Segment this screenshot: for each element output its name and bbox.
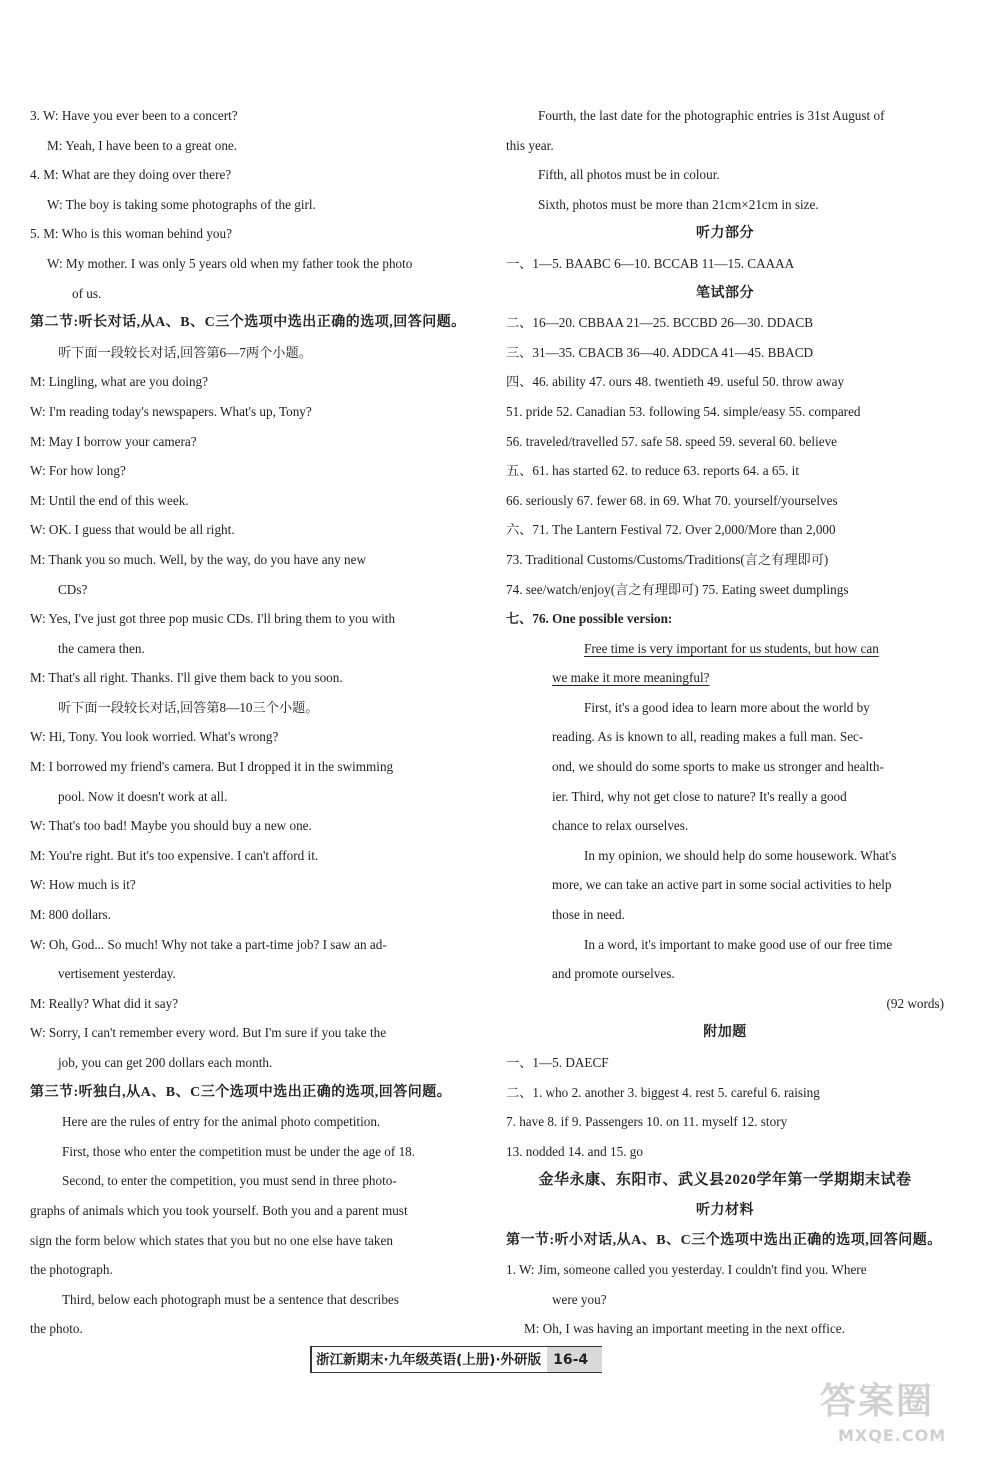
text-line-content: 一、1—5. DAECF — [506, 1055, 609, 1070]
text-line — [506, 811, 944, 841]
text-line-content: 5. M: Who is this woman behind you? — [30, 226, 232, 242]
text-line — [30, 338, 472, 368]
text-line-content: 听力部分 — [696, 226, 754, 242]
text-line-content: In a word, it's important to make good use of our free time — [584, 936, 893, 952]
text-line-content: 66. seriously 67. fewer 68. in 69. What 70. yourself/yourselves — [506, 492, 838, 508]
text-line-content: (92 words) — [886, 995, 944, 1011]
text-line — [30, 249, 472, 279]
text-line-content: W: That's too bad! Maybe you should buy a new one. — [30, 818, 312, 834]
text-line — [506, 1255, 944, 1285]
text-line-content: M: Really? What did it say? — [30, 995, 179, 1011]
text-line-content: Second, to enter the competition, you must send in three photo- — [62, 1173, 397, 1189]
text-line — [30, 900, 472, 930]
text-line-content: M: I borrowed my friend's camera. But I dropped it in the swimming — [30, 759, 394, 775]
text-line-content: 听下面一段较长对话,回答第6—7两个小题。 — [58, 344, 312, 360]
text-line-content: 听下面一段较长对话,回答第8—10三个小题。 — [58, 699, 319, 715]
text-line — [506, 1314, 944, 1344]
text-line-content: 听力材料 — [696, 1202, 754, 1218]
text-line — [506, 308, 944, 338]
text-line-content: 第三节:听独白,从A、B、C三个选项中选出正确的选项,回答问题。 — [30, 1084, 452, 1100]
text-line-content: W: Yes, I've just got three pop music CDs. I'll bring them to you with — [30, 611, 396, 627]
text-line — [506, 722, 944, 752]
text-line — [506, 1166, 944, 1196]
text-line — [30, 308, 472, 338]
text-line — [30, 101, 472, 131]
text-line — [506, 101, 944, 131]
watermark-url: MXQE.COM — [838, 1426, 947, 1445]
footer-book-title: 浙江新期末·九年级英语(上册)·外研版 — [310, 1346, 547, 1372]
text-line-content: the camera then. — [58, 640, 145, 656]
text-line-content: of us. — [72, 285, 102, 301]
text-line — [506, 545, 944, 575]
text-line-content: job, you can get 200 dollars each month. — [58, 1055, 273, 1070]
text-line — [30, 752, 472, 782]
text-line-content: 三、31—35. CBACB 36—40. ADDCA 41—45. BBACD — [506, 344, 814, 360]
text-line — [506, 456, 944, 486]
text-line-content: 第二节:听长对话,从A、B、C三个选项中选出正确的选项,回答问题。 — [30, 315, 466, 331]
text-line — [506, 841, 944, 871]
text-line-content: M: Thank you so much. Well, by the way, do you have any new — [30, 551, 367, 567]
text-line-content: W: Hi, Tony. You look worried. What's wrong? — [30, 729, 279, 745]
text-line — [30, 959, 472, 989]
text-line — [30, 870, 472, 900]
text-line-content: graphs of animals which you took yourself. Both you and a parent must — [30, 1202, 408, 1218]
text-line-content: W: Oh, God... So much! Why not take a part-time job? I saw an ad- — [30, 936, 387, 952]
text-line — [30, 160, 472, 190]
text-line — [30, 1226, 472, 1256]
text-line — [30, 782, 472, 812]
text-line-content: Sixth, photos must be more than 21cm×21cm in size. — [538, 196, 819, 212]
text-line-content: In my opinion, we should help do some housework. What's — [584, 847, 897, 863]
text-line-content: M: That's all right. Thanks. I'll give them back to you soon. — [30, 670, 343, 686]
text-line-content: the photograph. — [30, 1262, 113, 1278]
text-line-content: the photo. — [30, 1321, 83, 1337]
text-line-content: reading. As is known to all, reading makes a full man. Sec- — [552, 729, 864, 745]
text-line-content: 四、46. ability 47. ours 48. twentieth 49. useful 50. throw away — [506, 374, 845, 390]
text-line — [506, 1078, 944, 1108]
text-line — [506, 397, 944, 427]
text-line-content: 六、71. The Lantern Festival 72. Over 2,000/More than 2,000 — [506, 522, 836, 538]
text-line-content: M: You're right. But it's too expensive. I can't afford it. — [30, 847, 319, 863]
text-line-content: M: Lingling, what are you doing? — [30, 374, 208, 390]
text-line-content: First, those who enter the competition must be under the age of 18. — [62, 1143, 416, 1159]
text-line — [30, 1196, 472, 1226]
text-line — [506, 1285, 944, 1315]
text-line-content: more, we can take an active part in some social activities to help — [552, 877, 892, 893]
text-line-content: were you? — [552, 1291, 607, 1307]
text-line-content: 51. pride 52. Canadian 53. following 54. simple/easy 55. compared — [506, 403, 861, 419]
text-line — [506, 190, 944, 220]
text-line — [506, 279, 944, 309]
text-line-content: chance to relax ourselves. — [552, 818, 689, 834]
text-line-content: First, it's a good idea to learn more about the world by — [584, 699, 870, 715]
text-line-content: and promote ourselves. — [552, 966, 675, 982]
text-line-content: 73. Traditional Customs/Customs/Traditions(言之有理即可) — [506, 551, 829, 567]
text-line — [30, 663, 472, 693]
text-line — [506, 131, 944, 161]
text-line — [30, 456, 472, 486]
text-line-content: 74. see/watch/enjoy(言之有理即可) 75. Eating sweet dumplings — [506, 581, 849, 597]
text-line-content: 二、1. who 2. another 3. biggest 4. rest 5. careful 6. raising — [506, 1084, 820, 1100]
text-line-content: Fourth, the last date for the photographic entries is 31st August of — [538, 108, 885, 123]
text-line — [30, 367, 472, 397]
text-line-content: 7. have 8. if 9. Passengers 10. on 11. myself 12. story — [506, 1114, 788, 1130]
text-line — [30, 515, 472, 545]
text-line — [30, 693, 472, 723]
text-line — [30, 634, 472, 664]
text-line — [30, 1166, 472, 1196]
text-line-content: those in need. — [552, 907, 625, 923]
text-line — [506, 989, 944, 1019]
text-line — [506, 338, 944, 368]
watermark-logo: 答案圈 — [820, 1381, 935, 1422]
text-line-content: Here are the rules of entry for the animal photo competition. — [62, 1114, 381, 1130]
text-line — [30, 811, 472, 841]
left-column — [30, 101, 472, 1344]
text-line-content: M: 800 dollars. — [30, 907, 111, 923]
text-line — [506, 1196, 944, 1226]
text-line-content: 1. W: Jim, someone called you yesterday. I couldn't find you. Where — [506, 1262, 867, 1278]
text-line-content: M: Until the end of this week. — [30, 492, 189, 508]
text-line-content: Fifth, all photos must be in colour. — [538, 167, 720, 183]
text-line — [30, 397, 472, 427]
text-line — [30, 427, 472, 457]
text-line — [30, 279, 472, 309]
text-line-content: CDs? — [58, 581, 88, 597]
text-line — [506, 604, 944, 634]
text-line — [506, 1018, 944, 1048]
text-line — [30, 545, 472, 575]
text-line — [506, 486, 944, 516]
text-line — [30, 1078, 472, 1108]
text-line-content: M: Yeah, I have been to a great one. — [47, 137, 238, 153]
text-line — [30, 190, 472, 220]
text-line — [30, 989, 472, 1019]
text-line — [30, 1048, 472, 1078]
text-line — [30, 930, 472, 960]
text-line — [30, 722, 472, 752]
text-line — [30, 1314, 472, 1344]
text-line-content: W: OK. I guess that would be all right. — [30, 522, 235, 538]
text-line — [506, 249, 944, 279]
text-line-content: 七、76. One possible version: — [506, 611, 673, 627]
text-line-content: pool. Now it doesn't work at all. — [58, 788, 228, 804]
text-line — [30, 1285, 472, 1315]
text-line — [506, 870, 944, 900]
text-line-content: Free time is very important for us students, but how can — [584, 640, 879, 656]
text-line — [506, 1107, 944, 1137]
text-line-content: 13. nodded 14. and 15. go — [506, 1143, 643, 1159]
right-column — [506, 101, 944, 1344]
text-line — [30, 575, 472, 605]
text-line — [506, 693, 944, 723]
text-line-content: W: Sorry, I can't remember every word. But I'm sure if you take the — [30, 1025, 387, 1041]
text-line — [30, 1137, 472, 1167]
text-line — [30, 219, 472, 249]
text-line — [30, 131, 472, 161]
text-line — [506, 1137, 944, 1167]
text-line — [506, 930, 944, 960]
text-line — [506, 900, 944, 930]
text-line-content: M: Oh, I was having an important meeting in the next office. — [524, 1321, 845, 1337]
text-line-content: W: My mother. I was only 5 years old when my father took the photo — [47, 255, 413, 271]
text-line — [506, 427, 944, 457]
text-line — [506, 1226, 944, 1256]
text-line-content: 附加题 — [703, 1025, 747, 1041]
text-line-content: 五、61. has started 62. to reduce 63. reports 64. a 65. it — [506, 463, 799, 479]
text-line — [506, 515, 944, 545]
text-line-content: ond, we should do some sports to make us stronger and health- — [552, 759, 884, 775]
text-line-content: 56. traveled/travelled 57. safe 58. speed 59. several 60. believe — [506, 433, 838, 449]
text-line — [506, 782, 944, 812]
text-line-content: 3. W: Have you ever been to a concert? — [30, 108, 238, 123]
text-line-content: W: I'm reading today's newspapers. What's up, Tony? — [30, 403, 312, 419]
text-line-content: 第一节:听小对话,从A、B、C三个选项中选出正确的选项,回答问题。 — [506, 1232, 942, 1248]
text-line — [30, 1255, 472, 1285]
text-line — [506, 752, 944, 782]
text-line — [506, 634, 944, 664]
text-line — [506, 663, 944, 693]
text-line-content: Third, below each photograph must be a sentence that describes — [62, 1291, 399, 1307]
text-line-content: W: The boy is taking some photographs of the girl. — [47, 196, 316, 212]
page-footer — [310, 1346, 602, 1373]
watermark — [820, 1380, 990, 1465]
text-line-content: 笔试部分 — [696, 285, 754, 301]
text-line-content: 金华永康、东阳市、武义县2020学年第一学期期末试卷 — [538, 1172, 912, 1189]
text-line — [30, 841, 472, 871]
text-line-content: ier. Third, why not get close to nature? It's really a good — [552, 788, 847, 804]
text-line-content: W: For how long? — [30, 463, 126, 479]
text-line-content: 4. M: What are they doing over there? — [30, 167, 232, 183]
text-line-content: this year. — [506, 137, 554, 153]
footer-page-number: 16-4 — [547, 1346, 602, 1372]
text-line — [506, 160, 944, 190]
text-line-content: vertisement yesterday. — [58, 966, 176, 982]
text-line — [506, 575, 944, 605]
text-line-content: 二、16—20. CBBAA 21—25. BCCBD 26—30. DDACB — [506, 315, 814, 331]
text-line — [30, 604, 472, 634]
text-line — [30, 486, 472, 516]
text-line-content: 一、1—5. BAABC 6—10. BCCAB 11—15. CAAAA — [506, 255, 795, 271]
text-line-content: W: How much is it? — [30, 877, 136, 893]
text-line — [506, 367, 944, 397]
text-line — [506, 219, 944, 249]
text-line — [30, 1018, 472, 1048]
text-line-content: sign the form below which states that you but no one else have taken — [30, 1232, 393, 1248]
text-line — [506, 959, 944, 989]
text-line — [30, 1107, 472, 1137]
text-line-content: M: May I borrow your camera? — [30, 433, 197, 449]
text-line-content: we make it more meaningful? — [552, 670, 710, 686]
text-line — [506, 1048, 944, 1078]
